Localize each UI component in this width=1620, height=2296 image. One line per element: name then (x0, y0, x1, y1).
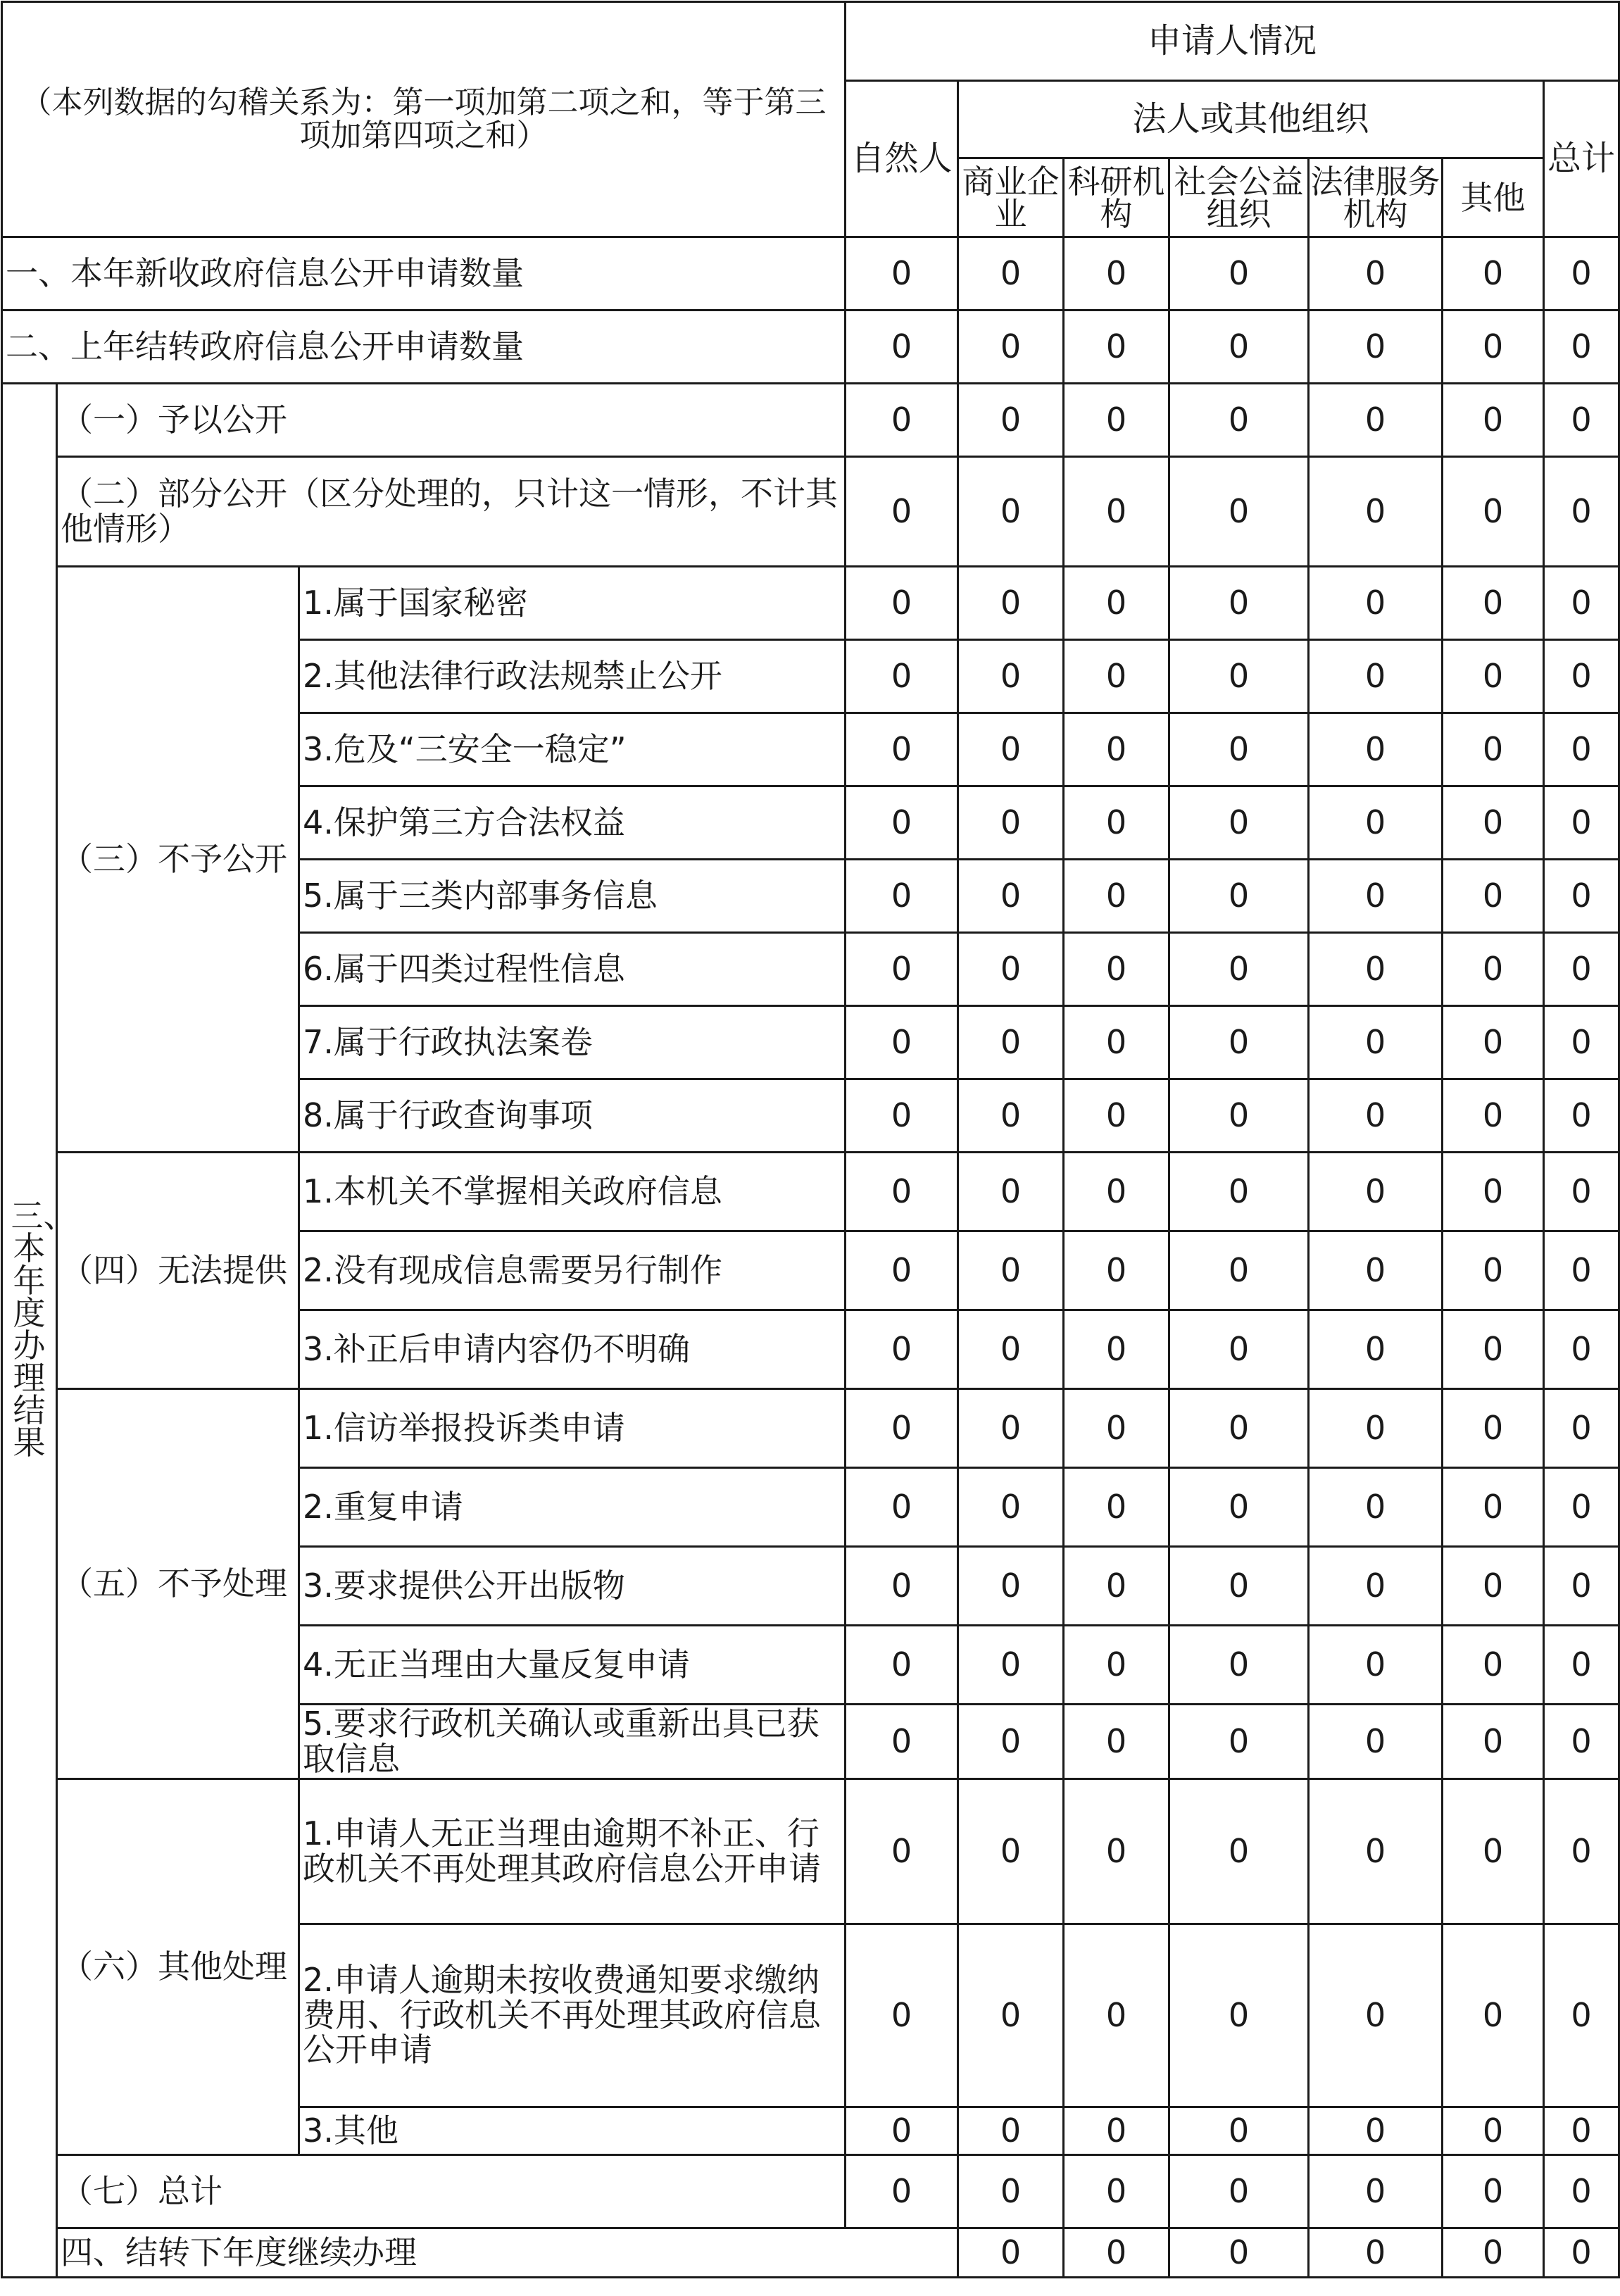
cell-value: 0 (1443, 786, 1544, 860)
cell-value: 0 (1064, 567, 1169, 640)
header-social-welfare: 社会公益组织 (1169, 158, 1309, 237)
cell-value: 0 (1169, 713, 1309, 786)
cell-value: 0 (1309, 1626, 1443, 1705)
cell-value: 0 (846, 1547, 958, 1626)
cell-value: 0 (1309, 1547, 1443, 1626)
cell-value: 0 (1064, 860, 1169, 933)
cell-value: 0 (1169, 384, 1309, 457)
cell-value: 0 (958, 933, 1064, 1006)
row-label: （二）部分公开（区分处理的，只计这一情形，不计其他情形） (57, 457, 846, 567)
cell-value: 0 (1544, 2228, 1619, 2278)
row-label: 2.其他法律行政法规禁止公开 (299, 640, 846, 713)
cell-value: 0 (1544, 1153, 1619, 1231)
cell-value: 0 (1544, 310, 1619, 384)
table-row (2, 1153, 1619, 1231)
cell-value: 0 (1169, 1626, 1309, 1705)
cell-value: 0 (1443, 713, 1544, 786)
row-label: 1.本机关不掌握相关政府信息 (299, 1153, 846, 1231)
cell-value: 0 (1544, 384, 1619, 457)
cell-value: 0 (1544, 860, 1619, 933)
category-label: （五）不予处理 (57, 1389, 299, 1779)
cell-value: 0 (1169, 1547, 1309, 1626)
cell-value: 0 (1443, 237, 1544, 310)
cell-value: 0 (1309, 567, 1443, 640)
cell-value: 0 (958, 310, 1064, 384)
cell-value: 0 (1309, 713, 1443, 786)
cell-value: 0 (1544, 457, 1619, 567)
table-row (2, 2155, 1619, 2228)
row-label: 1.属于国家秘密 (299, 567, 846, 640)
cell-value: 0 (1309, 457, 1443, 567)
cell-value: 0 (1064, 1006, 1169, 1079)
cell-value: 0 (958, 1006, 1064, 1079)
cell-value: 0 (1443, 640, 1544, 713)
cell-value: 0 (1544, 1705, 1619, 1779)
cell-value: 0 (958, 1389, 1064, 1468)
cell-value: 0 (958, 640, 1064, 713)
cell-value: 0 (1169, 933, 1309, 1006)
cell-value: 0 (1443, 1079, 1544, 1153)
header-legal-service: 法律服务机构 (1309, 158, 1443, 237)
cell-value: 0 (958, 237, 1064, 310)
cell-value: 0 (1443, 384, 1544, 457)
cell-value: 0 (958, 1779, 1064, 1924)
cell-value: 0 (846, 786, 958, 860)
cell-value: 0 (1443, 933, 1544, 1006)
table-row (2, 1779, 1619, 1924)
cell-value: 0 (1544, 640, 1619, 713)
cell-value: 0 (1169, 1389, 1309, 1468)
cell-value: 0 (1443, 1779, 1544, 1924)
cell-value: 0 (1064, 786, 1169, 860)
cell-value: 0 (1064, 1547, 1169, 1626)
cell-value: 0 (1064, 1705, 1169, 1779)
row-label: （七）总计 (57, 2155, 846, 2228)
cell-value: 0 (1544, 2107, 1619, 2155)
cell-value: 0 (1443, 1310, 1544, 1389)
row-label: 3.补正后申请内容仍不明确 (299, 1310, 846, 1389)
cell-value: 0 (1064, 713, 1169, 786)
cell-value: 0 (958, 567, 1064, 640)
row-label: 6.属于四类过程性信息 (299, 933, 846, 1006)
cell-value: 0 (1169, 1079, 1309, 1153)
cell-value: 0 (846, 2155, 958, 2228)
cell-value: 0 (1064, 1779, 1169, 1924)
cell-value: 0 (846, 1779, 958, 1924)
cell-value: 0 (1443, 860, 1544, 933)
header-research: 科研机构 (1064, 158, 1169, 237)
table-row (2, 567, 1619, 640)
cell-value: 0 (1309, 860, 1443, 933)
cell-value: 0 (1309, 310, 1443, 384)
cell-value: 0 (1309, 1153, 1443, 1231)
cell-value: 0 (958, 1626, 1064, 1705)
cell-value: 0 (1169, 1153, 1309, 1231)
header-business: 商业企业 (958, 158, 1064, 237)
cell-value: 0 (1064, 1310, 1169, 1389)
cell-value: 0 (1309, 1389, 1443, 1468)
cell-value: 0 (1443, 310, 1544, 384)
cell-value: 0 (1169, 2107, 1309, 2155)
cell-value: 0 (1064, 933, 1169, 1006)
cell-value: 0 (958, 1924, 1064, 2107)
cell-value: 0 (1443, 1924, 1544, 2107)
cell-value: 0 (1169, 786, 1309, 860)
cell-value: 0 (1544, 1547, 1619, 1626)
header-applicant-situation: 申请人情况 (846, 2, 1619, 81)
cell-value: 0 (1443, 2228, 1544, 2278)
cell-value: 0 (1309, 1779, 1443, 1924)
cell-value: 0 (1309, 2107, 1443, 2155)
cell-value: 0 (846, 1705, 958, 1779)
cell-value: 0 (846, 1153, 958, 1231)
cell-value: 0 (958, 2107, 1064, 2155)
cell-value: 0 (1169, 2155, 1309, 2228)
cell-value: 0 (1544, 1006, 1619, 1079)
cell-value: 0 (1443, 457, 1544, 567)
cell-value: 0 (1309, 2228, 1443, 2278)
cell-value: 0 (958, 713, 1064, 786)
cell-value: 0 (1169, 1310, 1309, 1389)
cell-value: 0 (1169, 237, 1309, 310)
row-label: 4.保护第三方合法权益 (299, 786, 846, 860)
disclosure-statistics-table (1, 1, 1620, 2278)
cell-value: 0 (958, 1705, 1064, 1779)
cell-value: 0 (846, 1006, 958, 1079)
cell-value: 0 (1169, 457, 1309, 567)
cell-value: 0 (1169, 1468, 1309, 1547)
cell-value: 0 (958, 1547, 1064, 1626)
row-label: 一、本年新收政府信息公开申请数量 (2, 237, 846, 310)
cell-value: 0 (1443, 2107, 1544, 2155)
row-label: 2.没有现成信息需要另行制作 (299, 1231, 846, 1310)
cell-value: 0 (1169, 860, 1309, 933)
cell-value: 0 (1443, 2155, 1544, 2228)
cell-value: 0 (846, 310, 958, 384)
cell-value: 0 (1443, 1468, 1544, 1547)
cell-value: 0 (1443, 1705, 1544, 1779)
section-three-title: 三、本年度办理结果 (2, 384, 57, 2278)
cell-value: 0 (958, 786, 1064, 860)
cell-value: 0 (1309, 1924, 1443, 2107)
cell-value: 0 (958, 2228, 1064, 2278)
cell-value: 0 (1064, 1079, 1169, 1153)
cell-value: 0 (1169, 567, 1309, 640)
cell-value: 0 (846, 1389, 958, 1468)
cell-value: 0 (846, 567, 958, 640)
cell-value: 0 (1309, 1310, 1443, 1389)
cell-value: 0 (958, 1079, 1064, 1153)
row-label: 1.申请人无正当理由逾期不补正、行政机关不再处理其政府信息公开申请 (299, 1779, 846, 1924)
category-label: （四）无法提供 (57, 1153, 299, 1389)
cell-value: 0 (1443, 1389, 1544, 1468)
header-natural-person: 自然人 (846, 81, 958, 237)
cell-value: 0 (1443, 1547, 1544, 1626)
cell-value: 0 (1309, 1231, 1443, 1310)
cell-value: 0 (1309, 1006, 1443, 1079)
row-label: 3.其他 (299, 2107, 846, 2155)
row-label: （一）予以公开 (57, 384, 846, 457)
cell-value: 0 (1064, 2228, 1169, 2278)
cell-value: 0 (1309, 237, 1443, 310)
cell-value: 0 (1064, 2155, 1169, 2228)
cell-value: 0 (1309, 2155, 1443, 2228)
cell-value: 0 (1544, 1079, 1619, 1153)
cell-value: 0 (846, 1626, 958, 1705)
cell-value: 0 (958, 1310, 1064, 1389)
cell-value: 0 (1169, 1231, 1309, 1310)
cell-value: 0 (1169, 1779, 1309, 1924)
cell-value: 0 (1544, 1310, 1619, 1389)
header-total: 总计 (1544, 81, 1619, 237)
cell-value: 0 (1064, 1231, 1169, 1310)
table-row (2, 457, 1619, 567)
cell-value: 0 (1064, 1924, 1169, 2107)
table-row (2, 237, 1619, 310)
cell-value: 0 (1544, 1231, 1619, 1310)
cell-value: 0 (1544, 1924, 1619, 2107)
cell-value: 0 (1544, 933, 1619, 1006)
cell-value: 0 (1443, 1006, 1544, 1079)
cell-value: 0 (846, 237, 958, 310)
cell-value: 0 (1309, 1468, 1443, 1547)
header-legal-or-other-org: 法人或其他组织 (958, 81, 1544, 158)
category-label: （六）其他处理 (57, 1779, 299, 2155)
cell-value: 0 (958, 1153, 1064, 1231)
row-label: 5.属于三类内部事务信息 (299, 860, 846, 933)
cell-value: 0 (958, 457, 1064, 567)
row-label: 3.要求提供公开出版物 (299, 1547, 846, 1626)
cell-value: 0 (1064, 640, 1169, 713)
cell-value: 0 (1544, 567, 1619, 640)
row-label: 4.无正当理由大量反复申请 (299, 1626, 846, 1705)
row-label: 7.属于行政执法案卷 (299, 1006, 846, 1079)
cell-value: 0 (1064, 237, 1169, 310)
row-label: 四、结转下年度继续办理 (57, 2228, 958, 2278)
row-label: 二、上年结转政府信息公开申请数量 (2, 310, 846, 384)
cell-value: 0 (1169, 310, 1309, 384)
cell-value: 0 (1544, 237, 1619, 310)
table-row (2, 2228, 1619, 2278)
cell-value: 0 (958, 2155, 1064, 2228)
cell-value: 0 (846, 1079, 958, 1153)
cell-value: 0 (1309, 786, 1443, 860)
cell-value: 0 (1064, 1468, 1169, 1547)
cell-value: 0 (846, 1310, 958, 1389)
cell-value: 0 (1443, 567, 1544, 640)
cell-value: 0 (1544, 1779, 1619, 1924)
table-row (2, 1389, 1619, 1468)
cell-value: 0 (1544, 1468, 1619, 1547)
row-label: 1.信访举报投诉类申请 (299, 1389, 846, 1468)
cell-value: 0 (1443, 1231, 1544, 1310)
cell-value: 0 (1309, 384, 1443, 457)
cell-value: 0 (1544, 1389, 1619, 1468)
cell-value: 0 (1064, 1389, 1169, 1468)
cell-value: 0 (1169, 2228, 1309, 2278)
cell-value: 0 (846, 1468, 958, 1547)
cell-value: 0 (846, 640, 958, 713)
cell-value: 0 (846, 713, 958, 786)
cell-value: 0 (1169, 1705, 1309, 1779)
cell-value: 0 (1169, 640, 1309, 713)
table-row (2, 384, 1619, 457)
header-other: 其他 (1443, 158, 1544, 237)
cell-value: 0 (846, 1231, 958, 1310)
cell-value: 0 (1064, 1153, 1169, 1231)
row-label: 2.申请人逾期未按收费通知要求缴纳费用、行政机关不再处理其政府信息公开申请 (299, 1924, 846, 2107)
cell-value: 0 (1309, 1079, 1443, 1153)
cell-value: 0 (1544, 2155, 1619, 2228)
cell-value: 0 (958, 1231, 1064, 1310)
cell-value: 0 (1064, 310, 1169, 384)
cell-value: 0 (846, 933, 958, 1006)
cell-value: 0 (846, 457, 958, 567)
cell-value: 0 (1064, 384, 1169, 457)
cell-value: 0 (1443, 1626, 1544, 1705)
cell-value: 0 (1544, 786, 1619, 860)
cell-value: 0 (846, 1924, 958, 2107)
row-label: 3.危及“三安全一稳定” (299, 713, 846, 786)
table-row (2, 310, 1619, 384)
table-note: （本列数据的勾稽关系为：第一项加第二项之和，等于第三项加第四项之和） (2, 2, 846, 237)
cell-value: 0 (1309, 1705, 1443, 1779)
row-label: 2.重复申请 (299, 1468, 846, 1547)
cell-value: 0 (1169, 1924, 1309, 2107)
cell-value: 0 (1544, 1626, 1619, 1705)
cell-value: 0 (1309, 640, 1443, 713)
cell-value: 0 (1309, 933, 1443, 1006)
row-label: 5.要求行政机关确认或重新出具已获取信息 (299, 1705, 846, 1779)
cell-value: 0 (1064, 1626, 1169, 1705)
cell-value: 0 (846, 860, 958, 933)
cell-value: 0 (958, 384, 1064, 457)
row-label: 8.属于行政查询事项 (299, 1079, 846, 1153)
cell-value: 0 (846, 384, 958, 457)
cell-value: 0 (1064, 2107, 1169, 2155)
cell-value: 0 (1169, 1006, 1309, 1079)
cell-value: 0 (958, 1468, 1064, 1547)
cell-value: 0 (1064, 457, 1169, 567)
category-label: （三）不予公开 (57, 567, 299, 1153)
cell-value: 0 (1443, 1153, 1544, 1231)
cell-value: 0 (958, 860, 1064, 933)
cell-value: 0 (1544, 713, 1619, 786)
cell-value: 0 (846, 2107, 958, 2155)
